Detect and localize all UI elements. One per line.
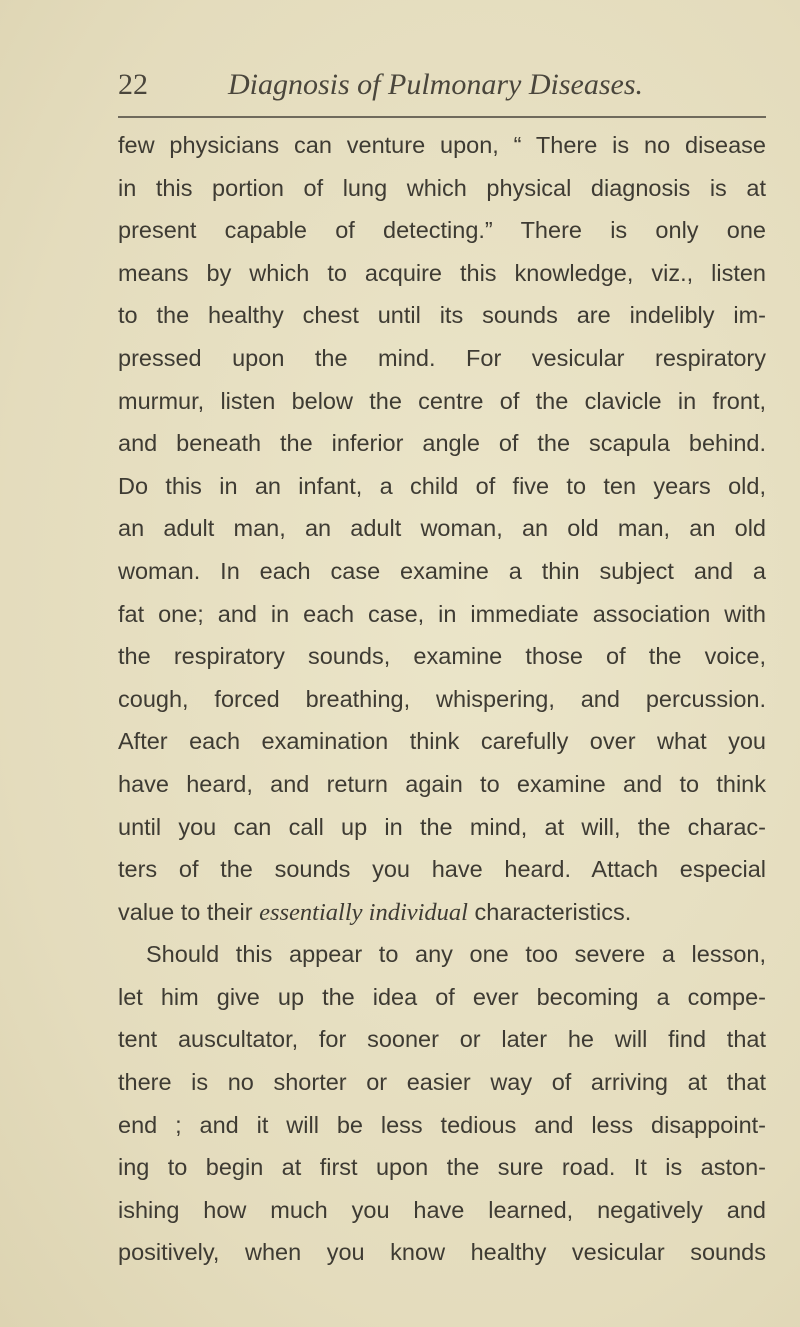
italic-emphasis: essentially individual	[259, 898, 468, 926]
page-header	[118, 68, 768, 108]
page-number: 22	[118, 68, 148, 101]
text-line: murmur, listen below the centre of the clavicle in front,	[118, 387, 766, 414]
text-line: have heard, and return again to examine and to think	[118, 770, 766, 797]
paragraph-start-line: Should this appear to any one too severe a lesson,	[146, 941, 766, 968]
text-line: let him give up the idea of ever becoming a compe-	[118, 983, 766, 1010]
text-line: an adult man, an adult woman, an old man, an old	[118, 515, 766, 542]
text-line: Do this in an infant, a child of five to ten years old,	[118, 472, 766, 499]
text-line: pressed upon the mind. For vesicular respiratory	[118, 344, 766, 371]
text-line: positively, when you know healthy vesicular sounds	[118, 1239, 766, 1266]
text-line: to the healthy chest until its sounds are indelibly im-	[118, 302, 766, 329]
text-line-emphasis	[118, 891, 766, 934]
text-line: ishing how much you have learned, negatively and	[118, 1196, 766, 1223]
text-line: cough, forced breathing, whispering, and percussion.	[118, 685, 766, 712]
text-line: until you can call up in the mind, at will, the charac-	[118, 813, 766, 840]
text-line: there is no shorter or easier way of arriving at that	[118, 1069, 766, 1096]
header-rule	[118, 116, 766, 118]
text-line: present capable of detecting.” There is only one	[118, 217, 766, 244]
text-line: tent auscultator, for sooner or later he will find that	[118, 1026, 766, 1053]
running-head: Diagnosis of Pulmonary Diseases.	[228, 68, 643, 101]
text-fragment: value to their	[118, 898, 260, 925]
text-fragment: characteristics.	[468, 898, 632, 925]
text-line: means by which to acquire this knowledge, viz., listen	[118, 259, 766, 286]
text-line: and beneath the inferior angle of the scapula behind.	[118, 430, 766, 457]
text-line: woman. In each case examine a thin subject and a	[118, 557, 766, 584]
text-line: the respiratory sounds, examine those of the voice,	[118, 643, 766, 670]
text-line: ing to begin at first upon the sure road. It is aston-	[118, 1154, 766, 1181]
text-line: in this portion of lung which physical diagnosis is at	[118, 174, 766, 201]
body-text	[118, 124, 766, 1274]
text-line: end ; and it will be less tedious and less disappoint-	[118, 1111, 766, 1138]
text-line: fat one; and in each case, in immediate association with	[118, 600, 766, 627]
text-line: ters of the sounds you have heard. Attach especial	[118, 856, 766, 883]
text-line: few physicians can venture upon, “ There is no disease	[118, 132, 766, 158]
text-line: After each examination think carefully over what you	[118, 728, 766, 755]
